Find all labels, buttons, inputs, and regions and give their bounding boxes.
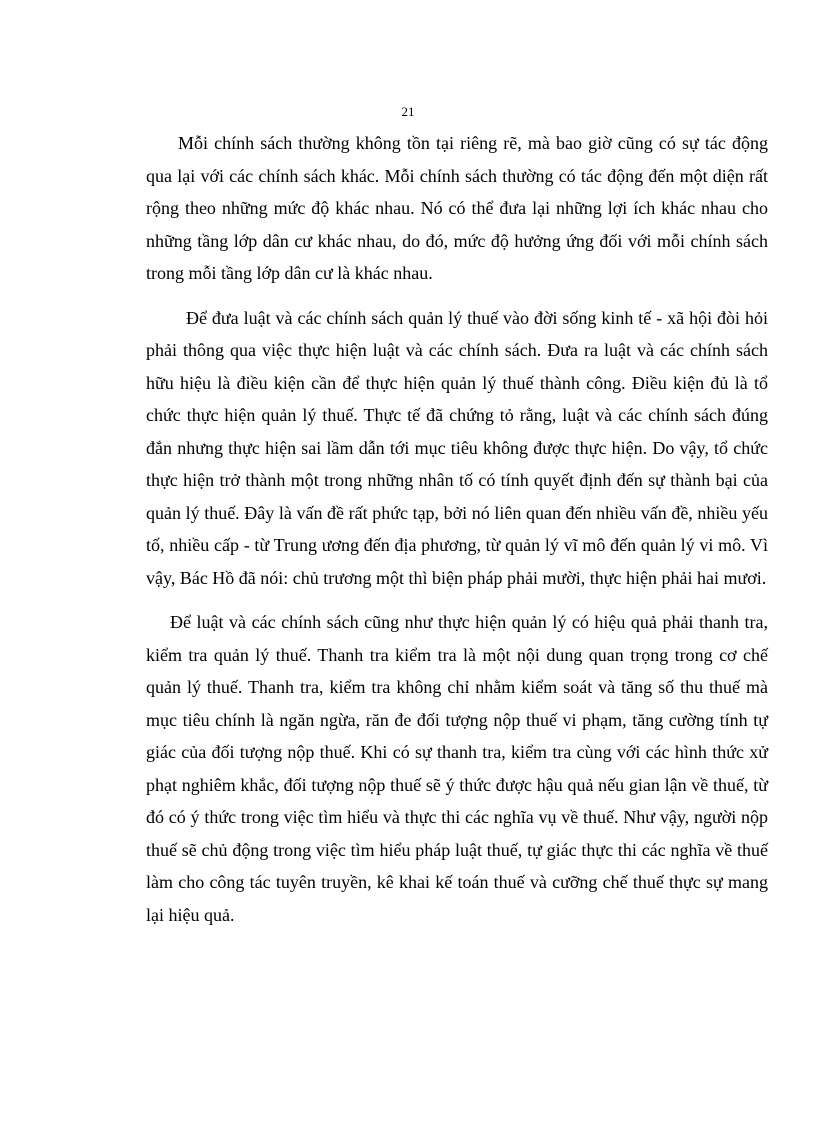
page-number: 21 bbox=[401, 104, 415, 119]
paragraph-1: Mỗi chính sách thường không tồn tại riêng rẽ, mà bao giờ cũng có sự tác động qua lại với các chính sách khác. Mỗi chính sách thường có tác động đến một diện rất rộng theo những mức độ khác nhau. Nó có thể đưa lại những lợi ích khác nhau cho những tầng lớp dân cư khác nhau, do đó, mức độ hưởng ứng đối với mỗi chính sách trong mỗi tầng lớp dân cư là khác nhau. bbox=[146, 133, 768, 283]
body-text bbox=[146, 127, 768, 931]
paragraph-3: Để luật và các chính sách cũng như thực hiện quản lý có hiệu quả phải thanh tra, kiểm tra quản lý thuế. Thanh tra kiểm tra là một nội dung quan trọng trong cơ chế quản lý thuế. Thanh tra, kiểm tra không chỉ nhằm kiểm soát và tăng số thu thuế mà mục tiêu chính là ngăn ngừa, răn đe đối tượng nộp thuế vi phạm, tăng cường tính tự giác của đối tượng nộp thuế. Khi có sự thanh tra, kiểm tra cùng với các hình thức xử phạt nghiêm khắc, đối tượng nộp thuế sẽ ý thức được hậu quả nếu gian lận về thuế, từ đó có ý thức trong việc tìm hiểu và thực thi các nghĩa vụ về thuế. Như vậy, người nộp thuế sẽ chủ động trong việc tìm hiểu pháp luật thuế, tự giác thực thi các nghĩa về thuế làm cho công tác tuyên truyền, kê khai kế toán thuế và cưỡng chế thuế thực sự mang lại hiệu quả. bbox=[146, 612, 768, 925]
paragraph-2: Để đưa luật và các chính sách quản lý thuế vào đời sống kinh tế - xã hội đòi hỏi phải thông qua việc thực hiện luật và các chính sách. Đưa ra luật và các chính sách hữu hiệu là điều kiện cần để thực hiện quản lý thuế thành công. Điều kiện đủ là tổ chức thực hiện quản lý thuế. Thực tế đã chứng tỏ rằng, luật và các chính sách đúng đắn nhưng thực hiện sai lầm dẫn tới mục tiêu không được thực hiện. Do vậy, tổ chức thực hiện trở thành một trong những nhân tố có tính quyết định đến sự thành bại của quản lý thuế. Đây là vấn đề rất phức tạp, bởi nó liên quan đến nhiều vấn đề, nhiều yếu tố, nhiều cấp - từ Trung ương đến địa phương, từ quản lý vĩ mô đến quản lý vi mô. Vì vậy, Bác Hồ đã nói: chủ trương một thì biện pháp phải mười, thực hiện phải hai mươi. bbox=[146, 307, 768, 588]
